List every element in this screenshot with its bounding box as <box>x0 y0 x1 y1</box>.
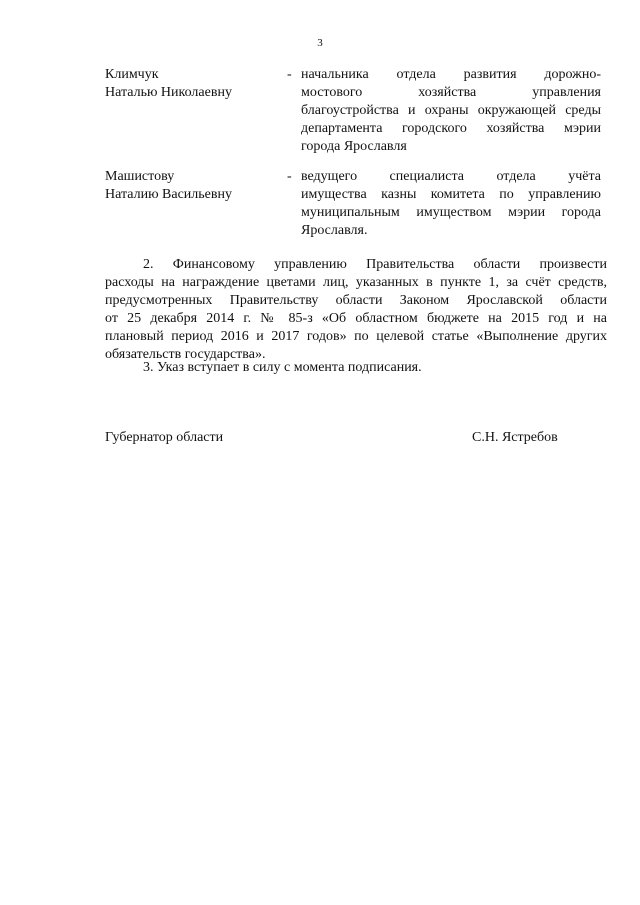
position-line: ведущего специалиста отдела учёта <box>301 169 601 184</box>
appointee-entry <box>105 168 607 242</box>
dash-separator: - <box>287 169 292 184</box>
position-line: города Ярославля <box>301 139 407 154</box>
paragraph-line: предусмотренных Правительству области Законом Ярославской области <box>105 293 607 308</box>
position-line: имущества казны комитета по управлению <box>301 187 601 202</box>
appointee-given-names: Наталию Васильевну <box>105 187 232 202</box>
appointee-given-names: Наталью Николаевну <box>105 85 232 100</box>
signatory-title: Губернатор области <box>105 430 224 445</box>
position-line: муниципальным имуществом мэрии города <box>301 205 601 220</box>
position-line: начальника отдела развития дорожно- <box>301 67 601 82</box>
appointee-surname: Климчук <box>105 67 159 82</box>
position-line: мостового хозяйства управления <box>301 85 601 100</box>
appointee-name <box>105 168 275 204</box>
paragraph-line: 2. Финансовому управлению Правительства области произвести <box>143 257 607 272</box>
page-number: 3 <box>317 37 323 49</box>
appointee-entry <box>105 66 607 156</box>
paragraph-item-3 <box>105 359 607 377</box>
paragraph-line: обязательств государства». <box>105 347 266 362</box>
dash-separator: - <box>287 67 292 82</box>
paragraph-item-2 <box>105 256 607 364</box>
position-line: благоустройства и охраны окружающей среды <box>301 103 601 118</box>
appointee-position <box>301 168 601 240</box>
paragraph-line: 3. Указ вступает в силу с момента подписания. <box>143 360 422 375</box>
paragraph-line: от 25 декабря 2014 г. № 85-з «Об областном бюджете на 2015 год и на <box>105 311 607 326</box>
position-line: департамента городского хозяйства мэрии <box>301 121 601 136</box>
signatory-name: С.Н. Ястребов <box>472 430 558 445</box>
appointee-surname: Машистову <box>105 169 175 184</box>
paragraph-line: плановый период 2016 и 2017 годов» по целевой статье «Выполнение других <box>105 329 607 344</box>
appointee-name <box>105 66 275 102</box>
paragraph-line: расходы на награждение цветами лиц, указанных в пункте 1, за счёт средств, <box>105 275 607 290</box>
position-line: Ярославля. <box>301 223 368 238</box>
appointee-position <box>301 66 601 156</box>
